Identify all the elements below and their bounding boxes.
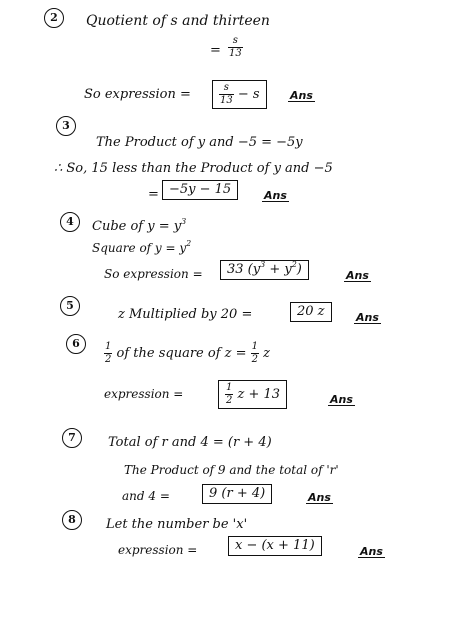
question-number-8: 8: [62, 510, 82, 530]
q6-box-rest: z + 13: [237, 387, 281, 402]
q4-cube-line: [92, 217, 187, 234]
q7-statement-2: The Product of 9 and the total of 'r': [124, 463, 339, 477]
q6-half-denominator: 2: [105, 354, 112, 365]
q6-ans-mark: Ans: [330, 393, 353, 406]
q2-ans-mark: Ans: [290, 89, 313, 102]
q7-statement-3: and 4 =: [122, 489, 170, 503]
q5-ans-mark: Ans: [356, 311, 379, 324]
q4-square-line: [92, 239, 192, 255]
q2-box-numerator: s: [219, 83, 234, 95]
q6-statement: [104, 342, 270, 365]
q2-statement: Quotient of s and thirteen: [86, 13, 270, 29]
q6-half-numerator: 1: [105, 341, 112, 352]
q5-answer-box: 20 z: [290, 302, 332, 322]
q2-fraction-numerator: s: [228, 36, 243, 48]
q4-square-exponent: 2: [186, 239, 192, 248]
q2-box-denominator: 13: [220, 95, 233, 106]
q2-answer-box: [212, 80, 267, 109]
q5-statement: z Multiplied by 20 =: [118, 307, 253, 322]
q2-fraction-denominator: 13: [229, 48, 242, 59]
q3-ans-mark: Ans: [264, 189, 287, 202]
q8-statement: Let the number be 'x': [106, 517, 248, 532]
q6-box-denominator: 2: [226, 395, 233, 406]
q3-answer-box: −5y − 15: [162, 180, 238, 200]
q4-box-exponent-1: 3: [260, 260, 266, 269]
q6-expression-label: expression =: [104, 387, 184, 401]
q2-box-rest: − s: [237, 87, 260, 102]
q2-expression-label: So expression =: [84, 87, 191, 102]
question-number-6: 6: [66, 334, 86, 354]
q6-half2-denominator: 2: [251, 354, 259, 365]
q6-answer-box: [218, 380, 287, 409]
q4-answer-box: [220, 260, 309, 280]
q4-box-part-a: 33 (y: [227, 262, 261, 277]
q7-answer-box: 9 (r + 4): [202, 484, 272, 504]
q8-expression-label: expression =: [118, 543, 198, 557]
q4-box-part-c: ): [296, 262, 302, 277]
q4-ans-mark: Ans: [346, 269, 369, 282]
q4-box-exponent-2: 2: [291, 260, 297, 269]
q3-statement-2: ∴ So, 15 less than the Product of y and −5: [54, 161, 333, 176]
q6-statement-middle: of the square of z =: [116, 346, 247, 361]
q4-cube-exponent: 3: [181, 217, 187, 226]
question-number-5: 5: [60, 296, 80, 316]
q2-equals: =: [210, 43, 221, 58]
q8-answer-box: x − (x + 11): [228, 536, 322, 556]
q4-expression-label: So expression =: [104, 267, 203, 281]
q2-fraction: [228, 36, 243, 59]
q6-half2-numerator: 1: [251, 341, 259, 352]
q4-square-text: Square of y = y: [92, 241, 187, 255]
question-number-2: 2: [44, 8, 64, 28]
q7-ans-mark: Ans: [308, 491, 331, 504]
q7-statement: Total of r and 4 = (r + 4): [108, 435, 272, 450]
q6-box-numerator: 1: [226, 382, 233, 393]
q4-box-part-b: + y: [269, 262, 292, 277]
q3-statement: The Product of y and −5 = −5y: [96, 135, 303, 150]
q6-statement-end: z: [263, 346, 271, 361]
q8-ans-mark: Ans: [360, 545, 383, 558]
question-number-7: 7: [62, 428, 82, 448]
question-number-3: 3: [56, 116, 76, 136]
q3-equals: =: [148, 187, 159, 202]
question-number-4: 4: [60, 212, 80, 232]
q4-cube-text: Cube of y = y: [92, 219, 182, 234]
